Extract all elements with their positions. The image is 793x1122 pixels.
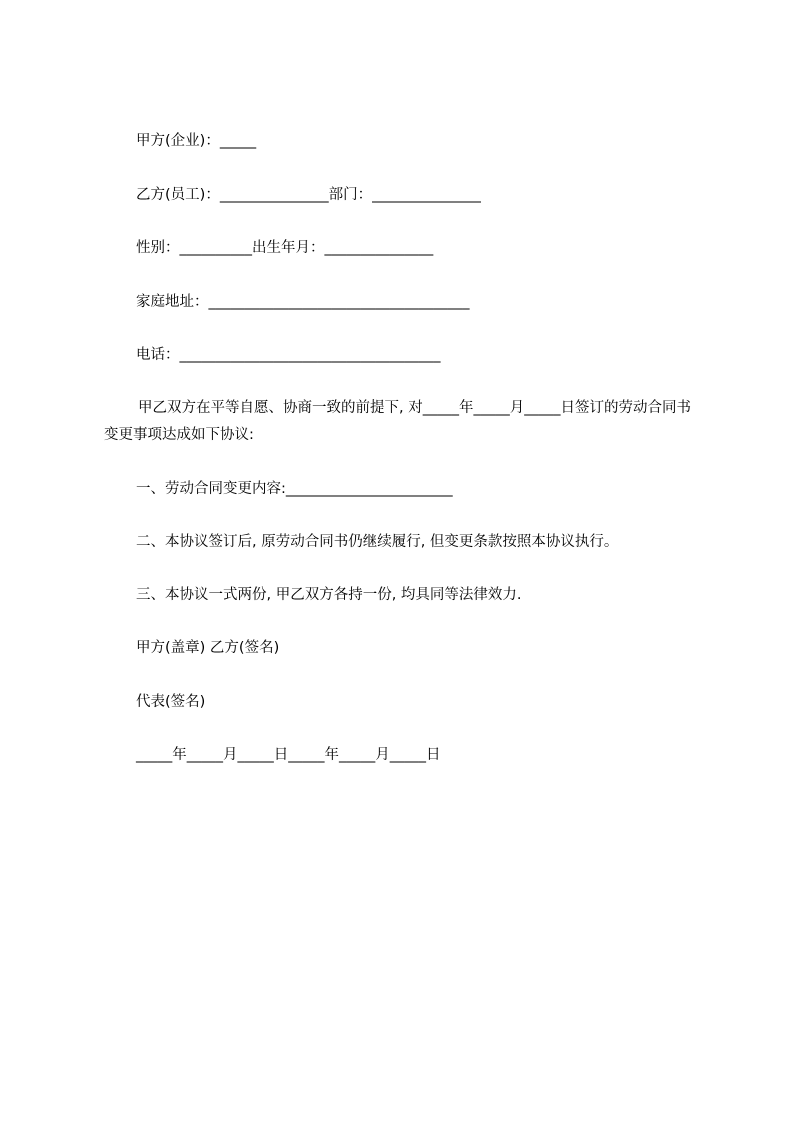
clause-3: 三、本协议一式两份, 甲乙双方各持一份, 均具同等法律效力. <box>136 587 522 603</box>
clause-2: 二、本协议签订后, 原劳动合同书仍继续履行, 但变更条款按照本协议执行。 <box>136 534 619 550</box>
party-b-line: 乙方(员工)：_______________部门：_______________ <box>136 187 481 203</box>
phone-line: 电话：____________________________________ <box>136 347 441 363</box>
party-a-line: 甲方(企业)：_____ <box>136 133 257 149</box>
gender-birth-line: 性别：__________出生年月：_______________ <box>136 240 434 256</box>
clause-1: 一、劳动合同变更内容:_______________________ <box>136 481 453 497</box>
representative-line: 代表(签名) <box>136 694 206 710</box>
date-line: _____年_____月_____日_____年_____月_____日 <box>136 747 441 763</box>
signature-parties-line: 甲方(盖章) 乙方(签名) <box>136 640 280 656</box>
intro-paragraph: 甲乙双方在平等自愿、协商一致的前提下, 对_____年_____月_____日签订的劳动合同书变更事项达成如下协议: <box>104 400 691 443</box>
address-line: 家庭地址：____________________________________ <box>136 294 470 310</box>
